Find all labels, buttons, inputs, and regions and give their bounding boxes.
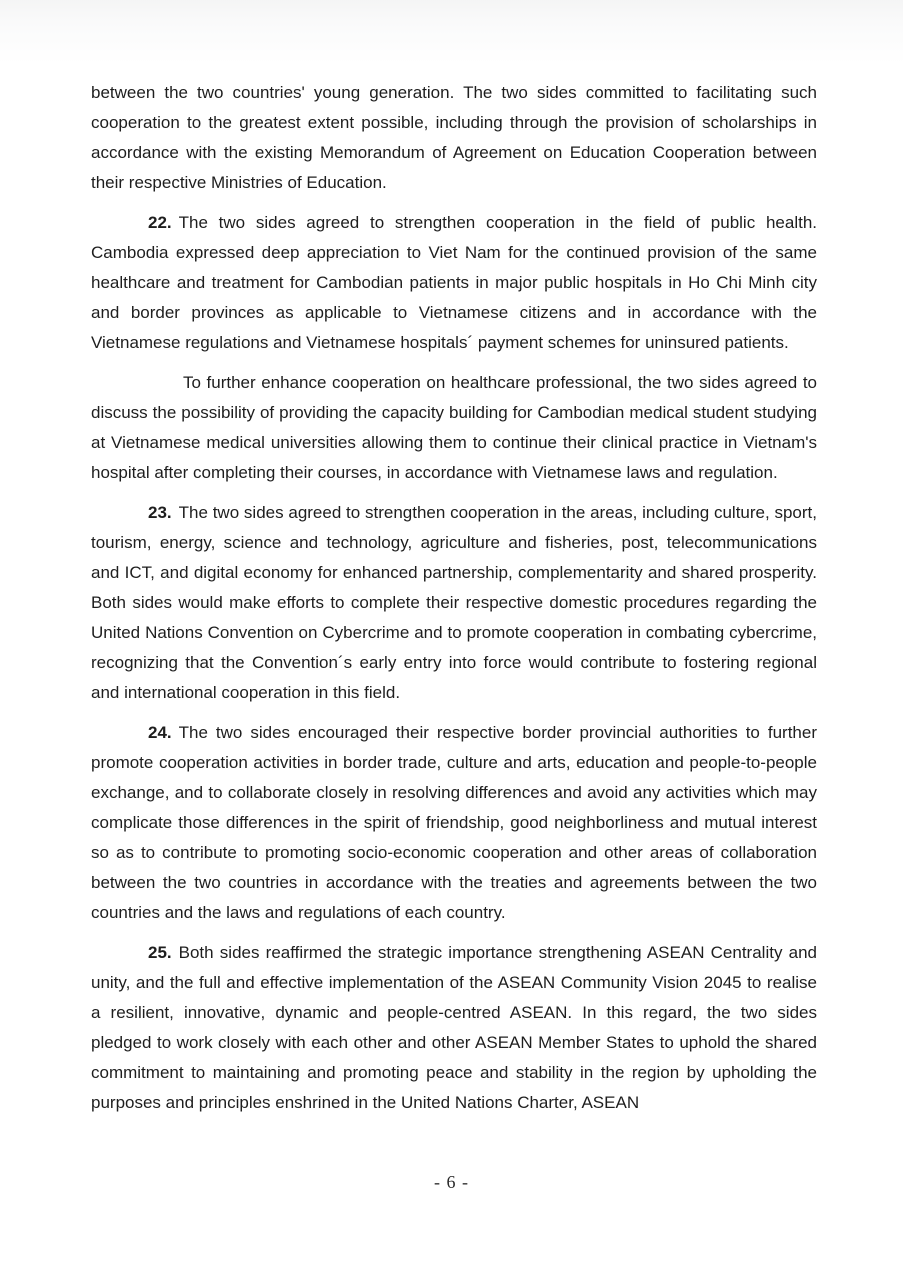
- body-text: [91, 78, 817, 1118]
- paragraph-number: 24.: [148, 723, 172, 742]
- paragraph-22: [91, 208, 817, 358]
- page-footer: [0, 1172, 903, 1193]
- paragraph-25: [91, 938, 817, 1118]
- paragraph-number: 25.: [148, 943, 172, 962]
- paragraph-number: 23.: [148, 503, 172, 522]
- paragraph-text: Both sides reaffirmed the strategic importance strengthening ASEAN Centrality and unity, and the full and effective implementation of the ASEAN Community Vision 2045 to realise a resilient, innovative, dynamic and people-centred ASEAN. In this regard, the two sides pledged to work closely with each other and other ASEAN Member States to uphold the shared commitment to maintaining and promoting peace and stability in the region by upholding the purposes and principles enshrined in the United Nations Charter, ASEAN: [91, 943, 817, 1112]
- scan-artifact-top-shading: [0, 0, 903, 64]
- page-number: - 6 -: [434, 1172, 469, 1192]
- paragraph-24: [91, 718, 817, 928]
- paragraph-text: The two sides encouraged their respective border provincial authorities to further promote cooperation activities in border trade, culture and arts, education and people-to-people exchange, and to collaborate closely in resolving differences and avoid any activities which may complicate those differences in the spirit of friendship, good neighborliness and mutual interest so as to contribute to promoting socio-economic cooperation and other areas of collaboration between the two countries in accordance with the treaties and agreements between the two countries and the laws and regulations of each country.: [91, 723, 817, 922]
- paragraph-text: The two sides agreed to strengthen cooperation in the field of public health. Cambodia expressed deep appreciation to Viet Nam for the continued provision of the same healthcare and treatment for Cambodian patients in major public hospitals in Ho Chi Minh city and border provinces as applicable to Vietnamese citizens and in accordance with the Vietnamese regulations and Vietnamese hospitals´ payment schemes for uninsured patients.: [91, 213, 817, 352]
- paragraph-22-continuation: [91, 368, 817, 488]
- paragraph-23: [91, 498, 817, 708]
- paragraph-continuation: [91, 78, 817, 198]
- paragraph-number: 22.: [148, 213, 172, 232]
- paragraph-text: To further enhance cooperation on healthcare professional, the two sides agreed to discuss the possibility of providing the capacity building for Cambodian medical student studying at Vietnamese medical universities allowing them to continue their clinical practice in Vietnam's hospital after completing their courses, in accordance with Vietnamese laws and regulation.: [91, 373, 817, 482]
- paragraph-text: The two sides agreed to strengthen cooperation in the areas, including culture, sport, tourism, energy, science and technology, agriculture and fisheries, post, telecommunications and ICT, and digital economy for enhanced partnership, complementarity and shared prosperity. Both sides would make efforts to complete their respective domestic procedures regarding the United Nations Convention on Cybercrime and to promote cooperation in combating cybercrime, recognizing that the Convention´s early entry into force would contribute to fostering regional and international cooperation in this field.: [91, 503, 817, 702]
- paragraph-text: between the two countries' young generation. The two sides committed to facilitating such cooperation to the greatest extent possible, including through the provision of scholarships in accordance with the existing Memorandum of Agreement on Education Cooperation between their respective Ministries of Education.: [91, 83, 817, 192]
